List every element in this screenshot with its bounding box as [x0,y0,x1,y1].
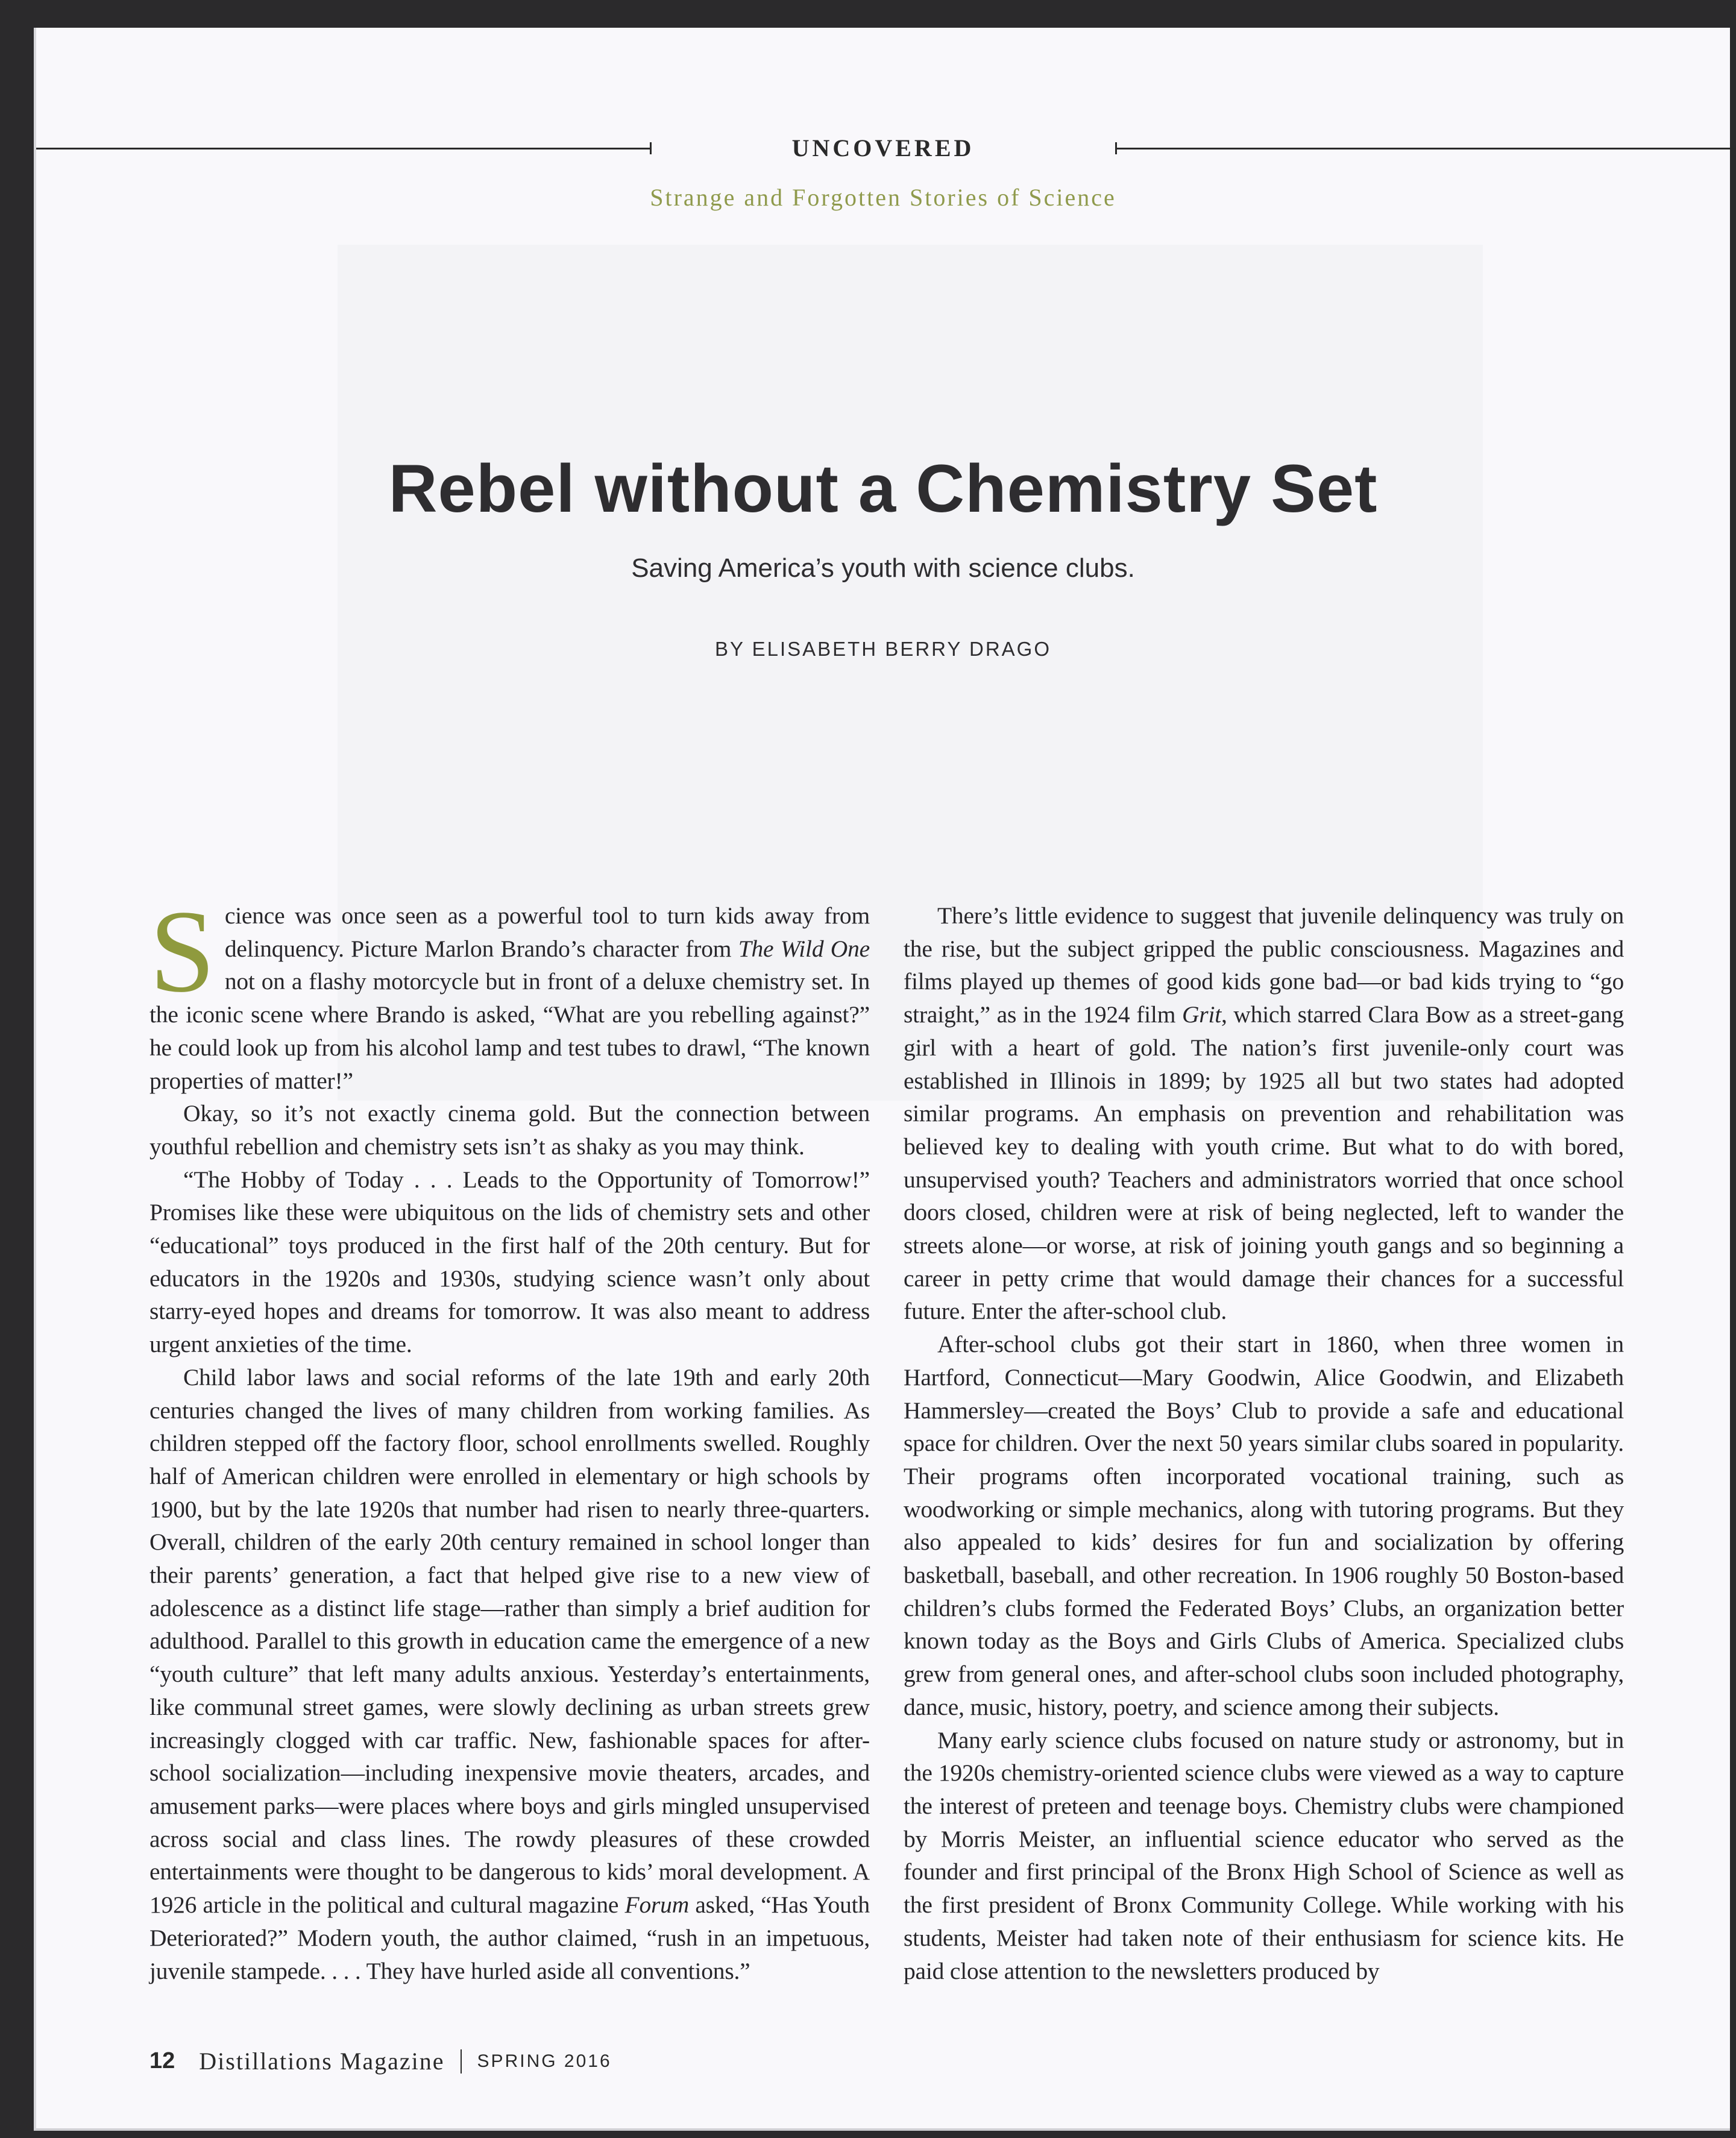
magazine-page [34,28,1730,2131]
magazine-name: Distillations Magazine [199,2048,445,2075]
text-run: Many early science clubs focused on nature study or astronomy, but in the 1920s chemistry-oriented science clubs were viewed as a way to capture the interest of preteen and teenage boys. Chemistry clubs were championed by Morris Meister, an influential science educator who served as the founder and first principal of the Bronx High School of Science as well as the first president of Bronx Community College. While working with his students, Meister had taken note of their enthusiasm for science kits. He paid close attention to the newsletters produced by [904,1726,1624,1984]
text-run: “The Hobby of Today . . . Leads to the Opportunity of Tomorrow!” Promises like these were ubiquitous on the lids of chemistry sets and other “educational” toys produced in the first half of the 20th century. But for educators in the 1920s and 1930s, studying science wasn’t only about starry-eyed hopes and dreams for tomorrow. It was also meant to address urgent anxieties of the time. [149,1166,870,1358]
text-run: asked, “Has Youth Deteriorated?” Modern youth, the author claimed, “rush in an impetuous, juvenile stampede. . . . They have hurled aside all conventions.” [149,1891,870,1984]
body-paragraph [904,1328,1624,1723]
text-run: There’s little evidence to suggest that juvenile delinquency was truly on the rise, but the subject gripped the public consciousness. Magazines and films played up themes of good kids gone bad—or bad kids trying to “go straight,” as in the 1924 film [904,902,1624,1028]
footer-divider [461,2049,462,2074]
text-run: not on a flashy motorcycle but in front of a deluxe chemistry set. In the iconic scene where Brando is asked, “What are you rebelling against?” he could look up from his alcohol lamp and test tubes to drawl, “The known properties of matter!” [149,968,870,1094]
section-kicker: UNCOVERED [791,134,975,162]
italic-title: Grit [1181,1001,1221,1028]
italic-title: Forum [624,1891,690,1919]
text-run: After-school clubs got their start in 1860, when three women in Hartford, Connecticut—Mary Goodwin, Alice Goodwin, and Elizabeth Hammersley—created the Boys’ Club to provide a safe and educational space for children. Over the next 50 years similar clubs soared in popularity. Their programs often incorporated vocational training, such as woodworking or simple mechanics, along with tutoring programs. But they also appealed to kids’ desires for fun and socialization by offering basketball, baseball, and other recreation. In 1906 roughly 50 Boston-based children’s clubs formed the Federated Boys’ Clubs, an organization better known today as the Boys and Girls Clubs of America. Specialized clubs grew from general ones, and after-school clubs soon included photography, dance, music, history, poetry, and science among their subjects. [904,1331,1624,1720]
body-paragraph [904,1724,1624,1988]
body-paragraph [149,1097,870,1163]
section-series-title: Strange and Forgotten Stories of Science [650,184,1116,211]
italic-title: The Wild One [738,935,870,962]
text-run: cience was once seen as a powerful tool to turn kids away from delinquency. Picture Marlon Brando’s character from [224,902,870,962]
article-title: Rebel without a Chemistry Set [388,451,1378,526]
issue-label: SPRING 2016 [477,2051,612,2071]
page-number: 12 [149,2048,175,2074]
text-run: Okay, so it’s not exactly cinema gold. But the connection between youthful rebellion and chemistry sets isn’t as shaky as you may think. [149,1100,870,1160]
body-paragraph [149,1163,870,1361]
text-run: Child labor laws and social reforms of the late 19th and early 20th centuries changed the lives of many children from working families. As children stepped off the factory floor, school enrollments swelled. Roughly half of American children were enrolled in elementary or high schools by 1900, but by the late 1920s that number had risen to nearly three-quarters. Overall, children of the early 20th century remained in school longer than their parents’ generation, a fact that helped give rise to a new view of adolescence as a distinct life stage—rather than simply a brief audition for adulthood. Parallel to this growth in education came the emergence of a new “youth culture” that left many adults anxious. Yesterday’s entertainments, like communal street games, were slowly declining as urban streets grew increasingly clogged with car traffic. New, fashionable spaces for after-school socialization—including inexpensive movie theaters, arcades, and amusement parks—were places where boys and girls mingled unsupervised across social and class lines. The rowdy pleasures of these crowded entertainments were thought to be dangerous to kids’ moral development. A 1926 article in the political and cultural magazine [149,1363,870,1919]
article-byline: BY ELISABETH BERRY DRAGO [714,638,1051,660]
body-paragraph [904,899,1624,1328]
text-run: , which starred Clara Bow as a street-gang girl with a heart of gold. The nation’s first juvenile-only court was established in Illinois in 1899; by 1925 all but two states had adopted similar programs. An emphasis on prevention and rehabilitation was believed key to dealing with youth crime. But what to do with bored, unsupervised youth? Teachers and administrators worried that once school doors closed, children were at risk of being neglected, left to wander the streets alone—or worse, at risk of joining youth gangs and so beginning a career in petty crime that would damage their chances for a successful future. Enter the after-school club. [904,1001,1624,1325]
drop-cap: S [149,886,215,1017]
body-paragraph [149,1361,870,1987]
left-column [149,886,870,1987]
body-paragraph [149,886,870,1097]
right-column [904,899,1624,1987]
article-dek: Saving America’s youth with science clubs. [631,553,1135,583]
page-footer [149,2047,612,2075]
